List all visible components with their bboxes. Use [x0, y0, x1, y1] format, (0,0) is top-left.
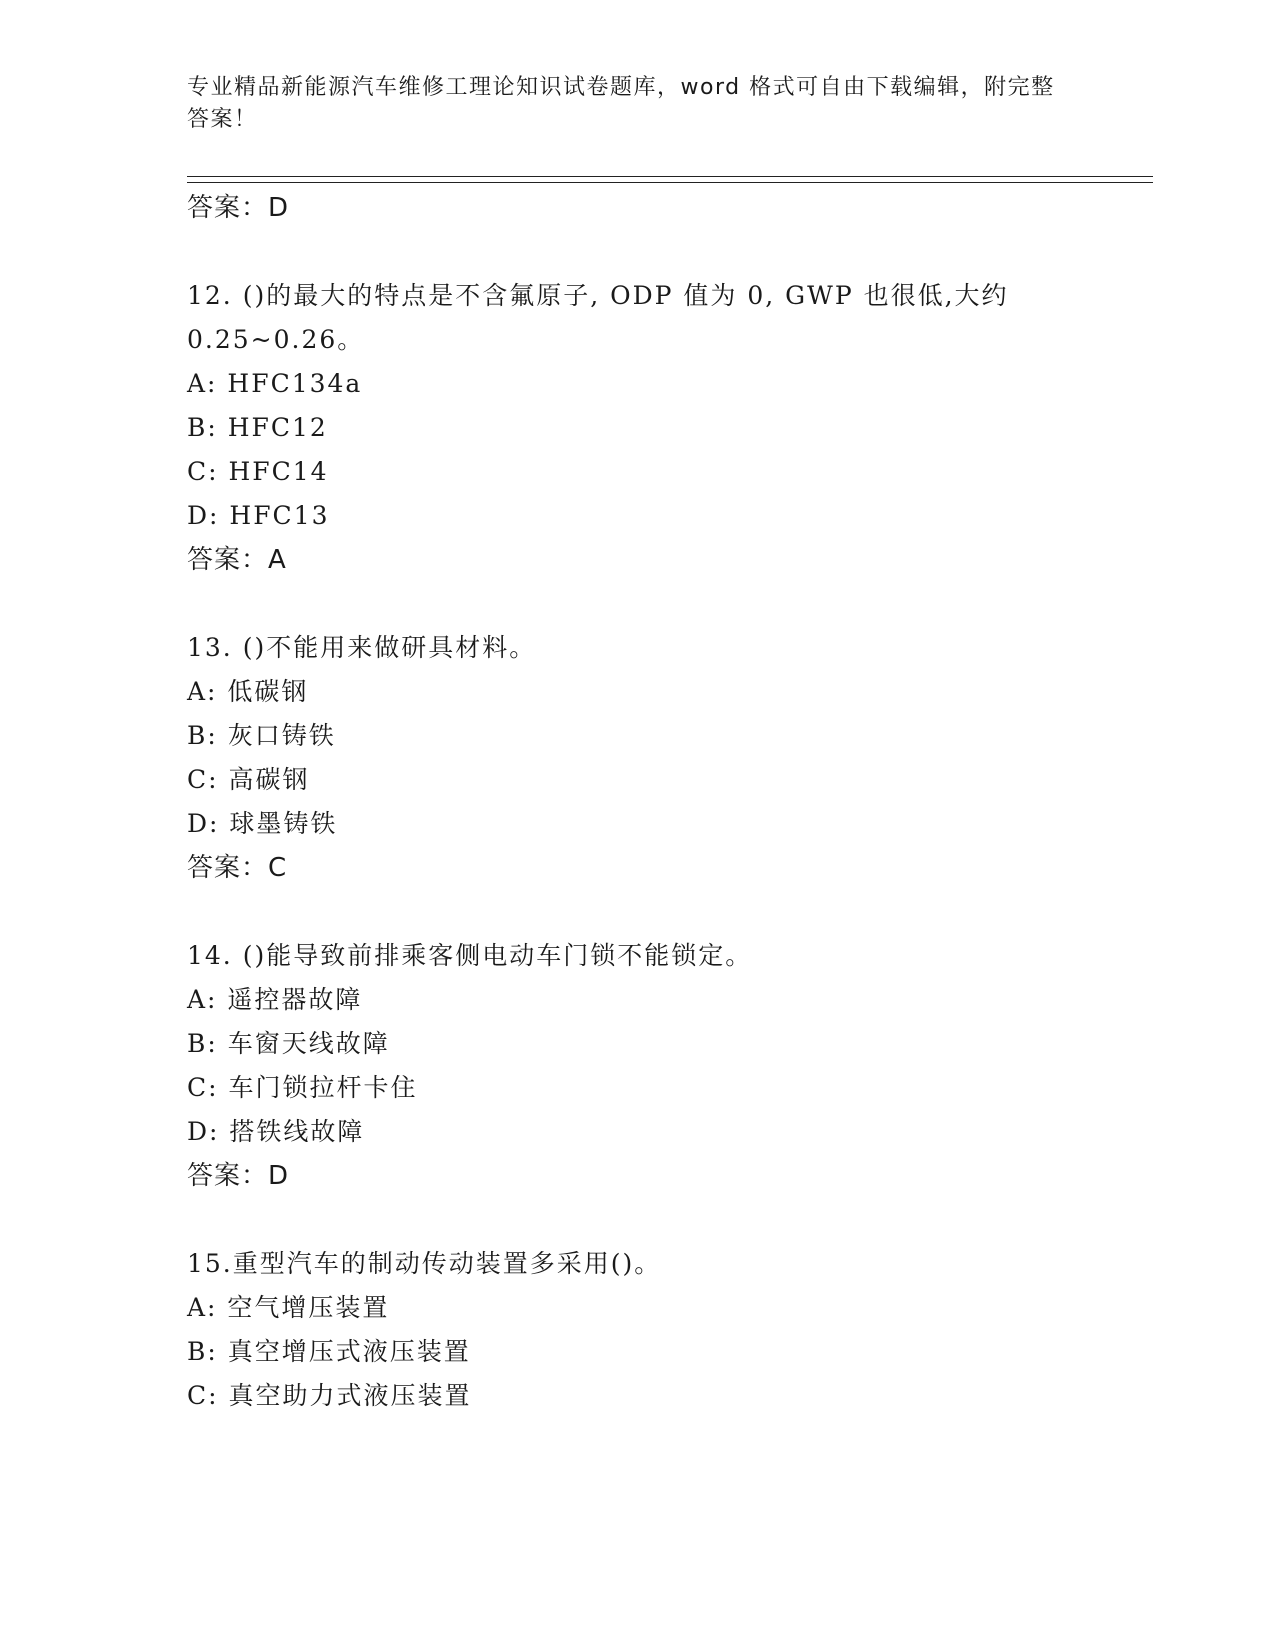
header-divider-bottom	[187, 182, 1153, 183]
question-13-answer: 答案：C	[187, 853, 288, 883]
document-header: 专业精品新能源汽车维修工理论知识试卷题库，word 格式可自由下载编辑，附完整答案！	[187, 75, 1055, 132]
question-14-option-c: C: 车门锁拉杆卡住	[187, 1073, 418, 1102]
question-12-stem-line-1: 12. ()的最大的特点是不含氟原子, ODP 值为 0, GWP 也很低,大约	[187, 281, 1009, 310]
question-13-option-b: B: 灰口铸铁	[187, 721, 336, 750]
question-15-stem: 15.重型汽车的制动传动装置多采用()。	[187, 1249, 662, 1278]
question-13-option-c: C: 高碳钢	[187, 765, 310, 794]
question-15-option-b: B: 真空增压式液压装置	[187, 1337, 471, 1366]
question-14-option-d: D: 搭铁线故障	[187, 1117, 365, 1146]
header-divider-top	[187, 176, 1153, 177]
question-12-option-d: D: HFC13	[187, 501, 330, 530]
question-14-option-a: A: 遥控器故障	[187, 985, 363, 1014]
question-12-option-a: A: HFC134a	[187, 369, 363, 398]
previous-answer: 答案：D	[187, 193, 290, 223]
question-14-option-b: B: 车窗天线故障	[187, 1029, 390, 1058]
question-14-stem: 14. ()能导致前排乘客侧电动车门锁不能锁定。	[187, 941, 753, 970]
question-12-option-c: C: HFC14	[187, 457, 329, 486]
question-14-answer: 答案：D	[187, 1161, 290, 1191]
question-12-answer: 答案：A	[187, 545, 287, 575]
question-15-option-c: C: 真空助力式液压装置	[187, 1381, 472, 1410]
question-15-option-a: A: 空气增压装置	[187, 1293, 390, 1322]
question-13-stem: 13. ()不能用来做研具材料。	[187, 633, 537, 662]
question-13-option-a: A: 低碳钢	[187, 677, 309, 706]
question-12-stem-line-2: 0.25~0.26。	[187, 325, 365, 354]
question-12-option-b: B: HFC12	[187, 413, 328, 442]
question-13-option-d: D: 球墨铸铁	[187, 809, 338, 838]
